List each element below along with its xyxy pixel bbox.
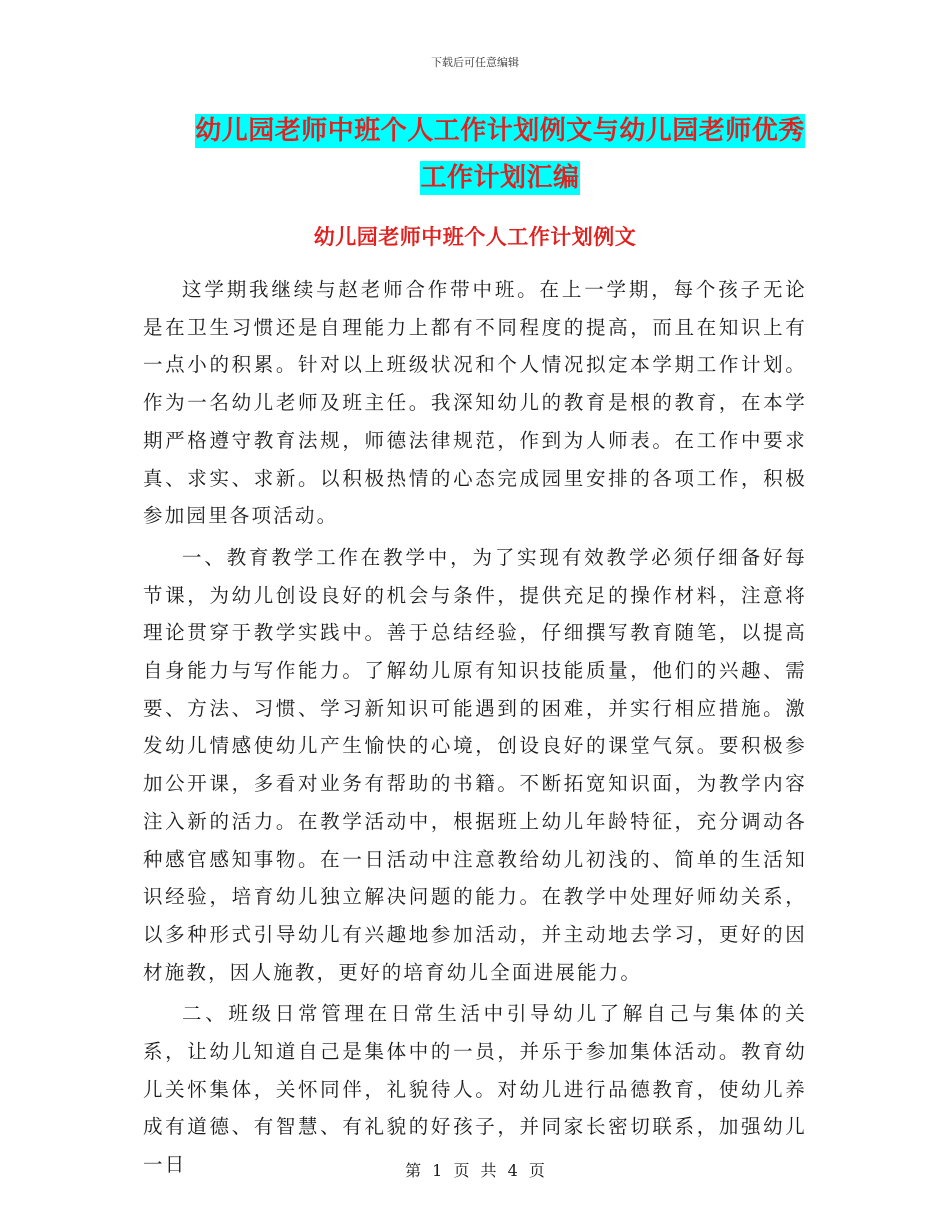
page-header: 下载后可任意编辑: [431, 56, 519, 69]
paragraph-class-management: 二、班级日常管理在日常生活中引导幼儿了解自己与集体的关系，让幼儿知道自己是集体中的一员，并乐于参加集体活动。教育幼儿关怀集体，关怀同伴，礼貌待人。对幼儿进行品德教育，使幼儿养成有道德、有智慧、有礼貌的好孩子，并同家长密切联系，加强幼儿一日: [143, 1002, 807, 1177]
document-title-text: 幼儿园老师中班个人工作计划例文与幼儿园老师优秀工作计划汇编: [195, 116, 805, 193]
paragraph-teaching: 一、教育教学工作在教学中，为了实现有效教学必须仔细备好每节课，为幼儿创设良好的机会与条件，提供充足的操作材料，注意将理论贯穿于教学实践中。善于总结经验，仔细撰写教育随笔，以提高自身能力与写作能力。了解幼儿原有知识技能质量，他们的兴趣、需要、方法、习惯、学习新知识可能遇到的困难，并实行相应措施。激发幼儿情感使幼儿产生愉快的心境，创设良好的课堂气氛。要积极参加公开课，多看对业务有帮助的书籍。不断拓宽知识面，为教学内容注入新的活力。在教学活动中，根据班上幼儿年龄特征，充分调动各种感官感知事物。在一日活动中注意教给幼儿初浅的、简单的生活知识经验，培育幼儿独立解决问题的能力。在教学中处理好师幼关系，以多种形式引导幼儿有兴趣地参加活动，并主动地去学习，更好的因材施教，因人施教，更好的培育幼儿全面进展能力。: [143, 545, 807, 984]
document-title: [190, 108, 810, 202]
body-text: [143, 271, 807, 1188]
page-footer: 第 1 页 共 4 页: [405, 1161, 545, 1180]
paragraph-intro: 这学期我继续与赵老师合作带中班。在上一学期，每个孩子无论是在卫生习惯还是自理能力上都有不同程度的提高，而且在知识上有一点小的积累。针对以上班级状况和个人情况拟定本学期工作计划。作为一名幼儿老师及班主任。我深知幼儿的教育是根的教育，在本学期严格遵守教育法规，师德法律规范，作到为人师表。在工作中要求真、求实、求新。以积极热情的心态完成园里安排的各项工作，积极参加园里各项活动。: [143, 278, 807, 528]
section-heading: 幼儿园老师中班个人工作计划例文: [313, 225, 637, 249]
